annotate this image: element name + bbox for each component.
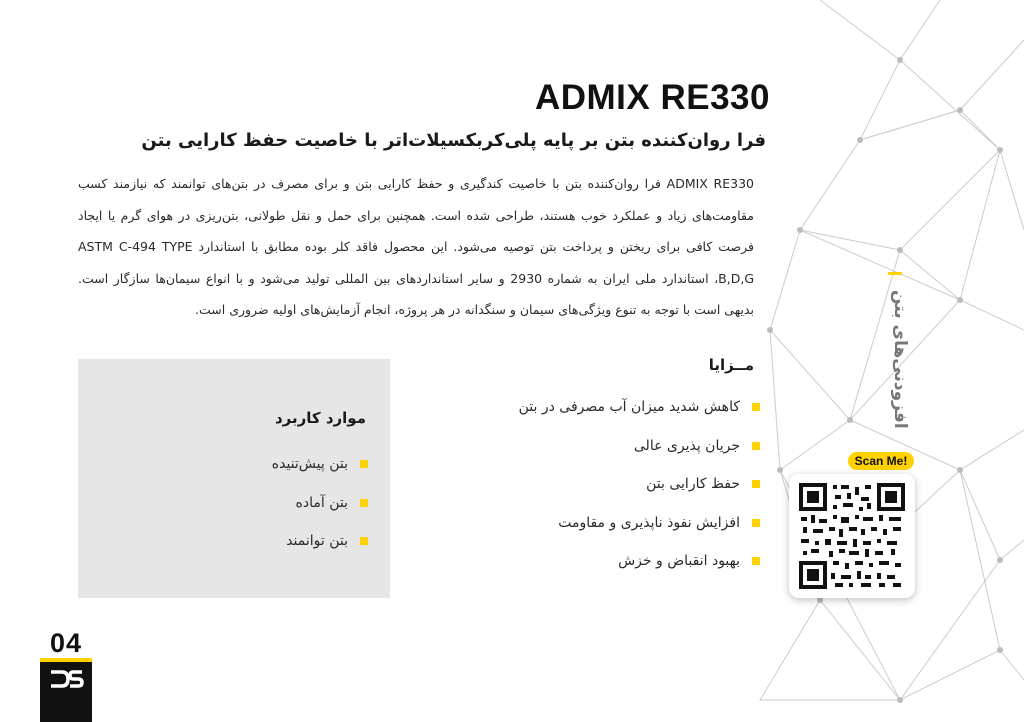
benefit-text: حفظ کارایی بتن bbox=[646, 476, 740, 493]
section-label: افزودنی‌های بتن bbox=[890, 289, 910, 429]
benefit-text: کاهش شدید میزان آب مصرفی در بتن bbox=[518, 399, 740, 416]
list-item bbox=[410, 465, 760, 504]
brand-block bbox=[40, 658, 92, 722]
qr-code-icon[interactable] bbox=[799, 483, 905, 589]
square-bullet-icon bbox=[752, 442, 760, 450]
applications-box bbox=[78, 359, 390, 598]
square-bullet-icon bbox=[360, 460, 368, 468]
list-item bbox=[148, 484, 368, 523]
benefit-text: بهبود انقباض و خزش bbox=[618, 553, 740, 570]
scan-me-badge: Scan Me! bbox=[848, 452, 914, 470]
benefit-text: جریان پذیری عالی bbox=[633, 437, 740, 454]
qr-card[interactable] bbox=[789, 474, 915, 598]
square-bullet-icon bbox=[360, 537, 368, 545]
brand-logo-icon bbox=[48, 668, 84, 692]
square-bullet-icon bbox=[752, 557, 760, 565]
list-item bbox=[410, 388, 760, 427]
list-item bbox=[410, 504, 760, 543]
square-bullet-icon bbox=[752, 403, 760, 411]
benefits-list bbox=[410, 388, 760, 581]
product-subtitle: فرا روان‌کننده بتن بر پایه پلی‌کربکسیلات‌اتر با خاصیت حفظ کارایی بتن bbox=[141, 130, 766, 151]
accent-tick bbox=[888, 272, 902, 275]
application-text: بتن آماده bbox=[295, 494, 348, 511]
page-number: 04 bbox=[49, 628, 83, 658]
list-item bbox=[410, 427, 760, 466]
benefit-text: افزایش نفوذ ناپذیری و مقاومت bbox=[558, 514, 740, 531]
list-item bbox=[410, 542, 760, 581]
product-description: ADMIX RE330 فرا روان‌کننده بتن با خاصیت کندگیری و حفظ کارایی بتن و برای مصرف در بتن‌های توانمند که نیازمند کسب مقاومت‌های زیاد و عملکرد خوب هستند، طراحی شده است. همچنین برای حمل و نقل طولانی، بتن‌ریزی در هوای گرم یا ایجاد فرصت کافی برای ریختن و پرداخت بتن توصیه می‌شود. این محصول فاقد کلر بوده مطابق با استاندارد ASTM C-494 TYPE B,D,G، استاندارد ملی ایران به شماره 2930 و سایر استانداردهای بین المللی تولید می‌شود و با انواع سیمان‌ها سازگار است. بدیهی است با توجه به تنوع ویژگی‌های سیمان و سنگدانه در هر پروژه، انجام آزمایش‌های اولیه ضروری است. bbox=[78, 176, 755, 317]
square-bullet-icon bbox=[752, 519, 760, 527]
square-bullet-icon bbox=[360, 499, 368, 507]
product-title: ADMIX RE330 bbox=[534, 78, 770, 117]
application-text: بتن توانمند bbox=[286, 533, 348, 550]
application-text: بتن پیش‌تنیده bbox=[271, 456, 348, 473]
square-bullet-icon bbox=[752, 480, 760, 488]
benefits-heading: مــزایا bbox=[708, 356, 754, 374]
applications-list bbox=[148, 445, 368, 561]
accent-bar bbox=[40, 658, 92, 662]
list-item bbox=[148, 445, 368, 484]
list-item bbox=[148, 522, 368, 561]
applications-heading: موارد کاربرد bbox=[274, 409, 366, 427]
